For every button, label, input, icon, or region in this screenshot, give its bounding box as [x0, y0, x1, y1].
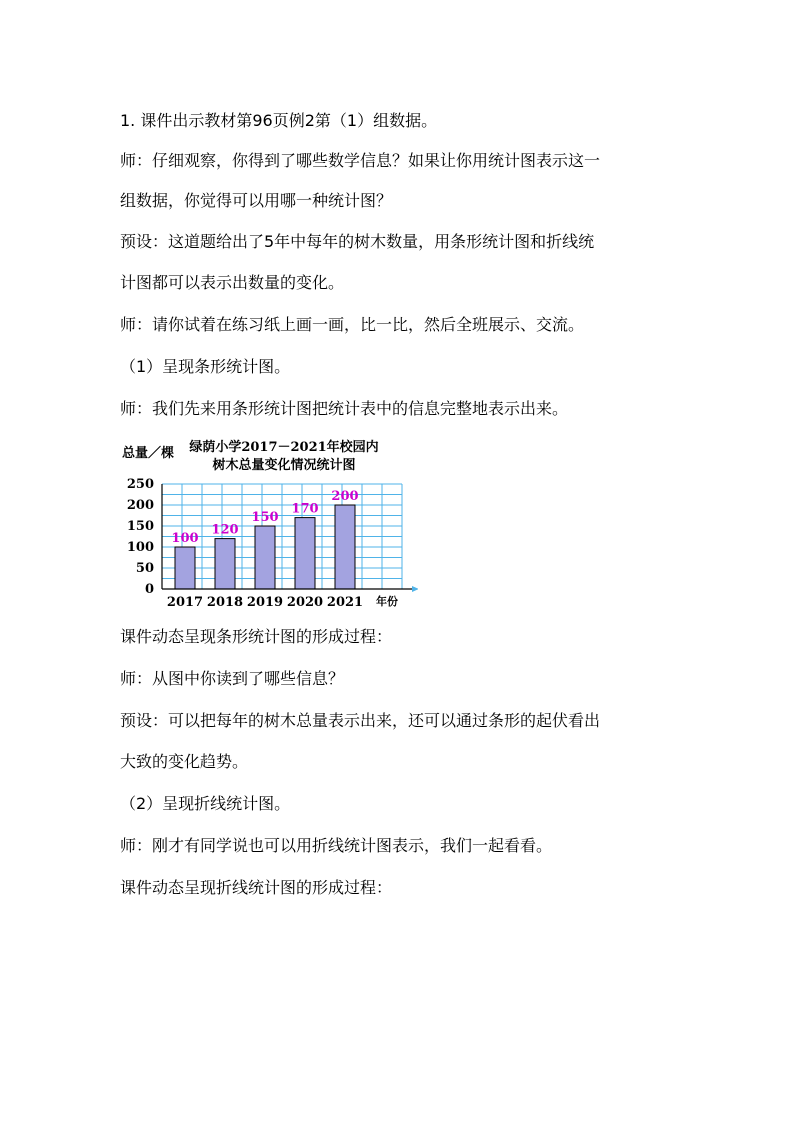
chart-bars [171, 489, 358, 589]
paragraph-2: 师：仔细观察，你得到了哪些数学信息？如果让你用统计图表示这一 [120, 151, 601, 170]
bar-2020 [295, 518, 315, 589]
paragraph-12: 大致的变化趋势。 [120, 752, 249, 771]
data-label-2017: 100 [171, 531, 199, 546]
paragraph-11: 预设：可以把每年的树木总量表示出来，还可以通过条形的起伏看出 [120, 711, 601, 730]
data-label-2021: 200 [331, 489, 359, 504]
paragraph-6: 师：请你试着在练习纸上画一画，比一比，然后全班展示、交流。 [120, 315, 585, 334]
data-label-2020: 170 [291, 501, 319, 517]
chart-xlabel: 年份 [376, 595, 398, 608]
paragraph-4: 预设：这道题给出了5年中每年的树木数量，用条形统计图和折线统 [120, 232, 595, 251]
paragraph-10: 师：从图中你读到了哪些信息？ [120, 669, 345, 688]
paragraph-3: 组数据，你觉得可以用哪一种统计图？ [120, 191, 393, 210]
x-tick-2018: 2018 [206, 595, 244, 610]
paragraph-8: 师：我们先来用条形统计图把统计表中的信息完整地表示出来。 [120, 399, 569, 418]
chart-title-line-1: 绿荫小学2017－2021年校园内 [189, 440, 379, 455]
y-tick-50: 50 [135, 561, 154, 576]
y-tick-150: 150 [126, 519, 154, 534]
x-tick-2021: 2021 [326, 595, 364, 610]
y-tick-100: 100 [126, 540, 154, 555]
bar-2019 [255, 526, 275, 589]
paragraph-14: 师：刚才有同学说也可以用折线统计图表示，我们一起看看。 [120, 836, 553, 855]
data-label-2019: 150 [251, 510, 279, 525]
bar-2021 [335, 505, 355, 589]
paragraph-1: 1. 课件出示教材第96页例2第（1）组数据。 [120, 111, 438, 130]
data-label-2018: 120 [211, 522, 239, 538]
paragraph-9: 课件动态呈现条形统计图的形成过程： [120, 627, 393, 646]
bar-chart [118, 436, 418, 616]
chart-title-line-2: 树木总量变化情况统计图 [212, 458, 356, 473]
y-tick-250: 250 [126, 477, 154, 492]
bar-2018 [215, 539, 235, 589]
paragraph-15: 课件动态呈现折线统计图的形成过程： [120, 878, 393, 897]
x-tick-2019: 2019 [246, 595, 284, 610]
x-tick-2020: 2020 [286, 595, 324, 610]
x-tick-2017: 2017 [166, 595, 204, 610]
y-tick-0: 0 [144, 582, 154, 597]
paragraph-13: （2）呈现折线统计图。 [120, 794, 291, 813]
chart-ylabel: 总量／棵 [122, 446, 175, 461]
bar-2017 [175, 547, 195, 589]
y-tick-200: 200 [126, 498, 154, 513]
x-axis-arrow-icon [412, 586, 418, 592]
paragraph-5: 计图都可以表示出数量的变化。 [120, 273, 345, 292]
paragraph-7: （1）呈现条形统计图。 [120, 357, 291, 376]
